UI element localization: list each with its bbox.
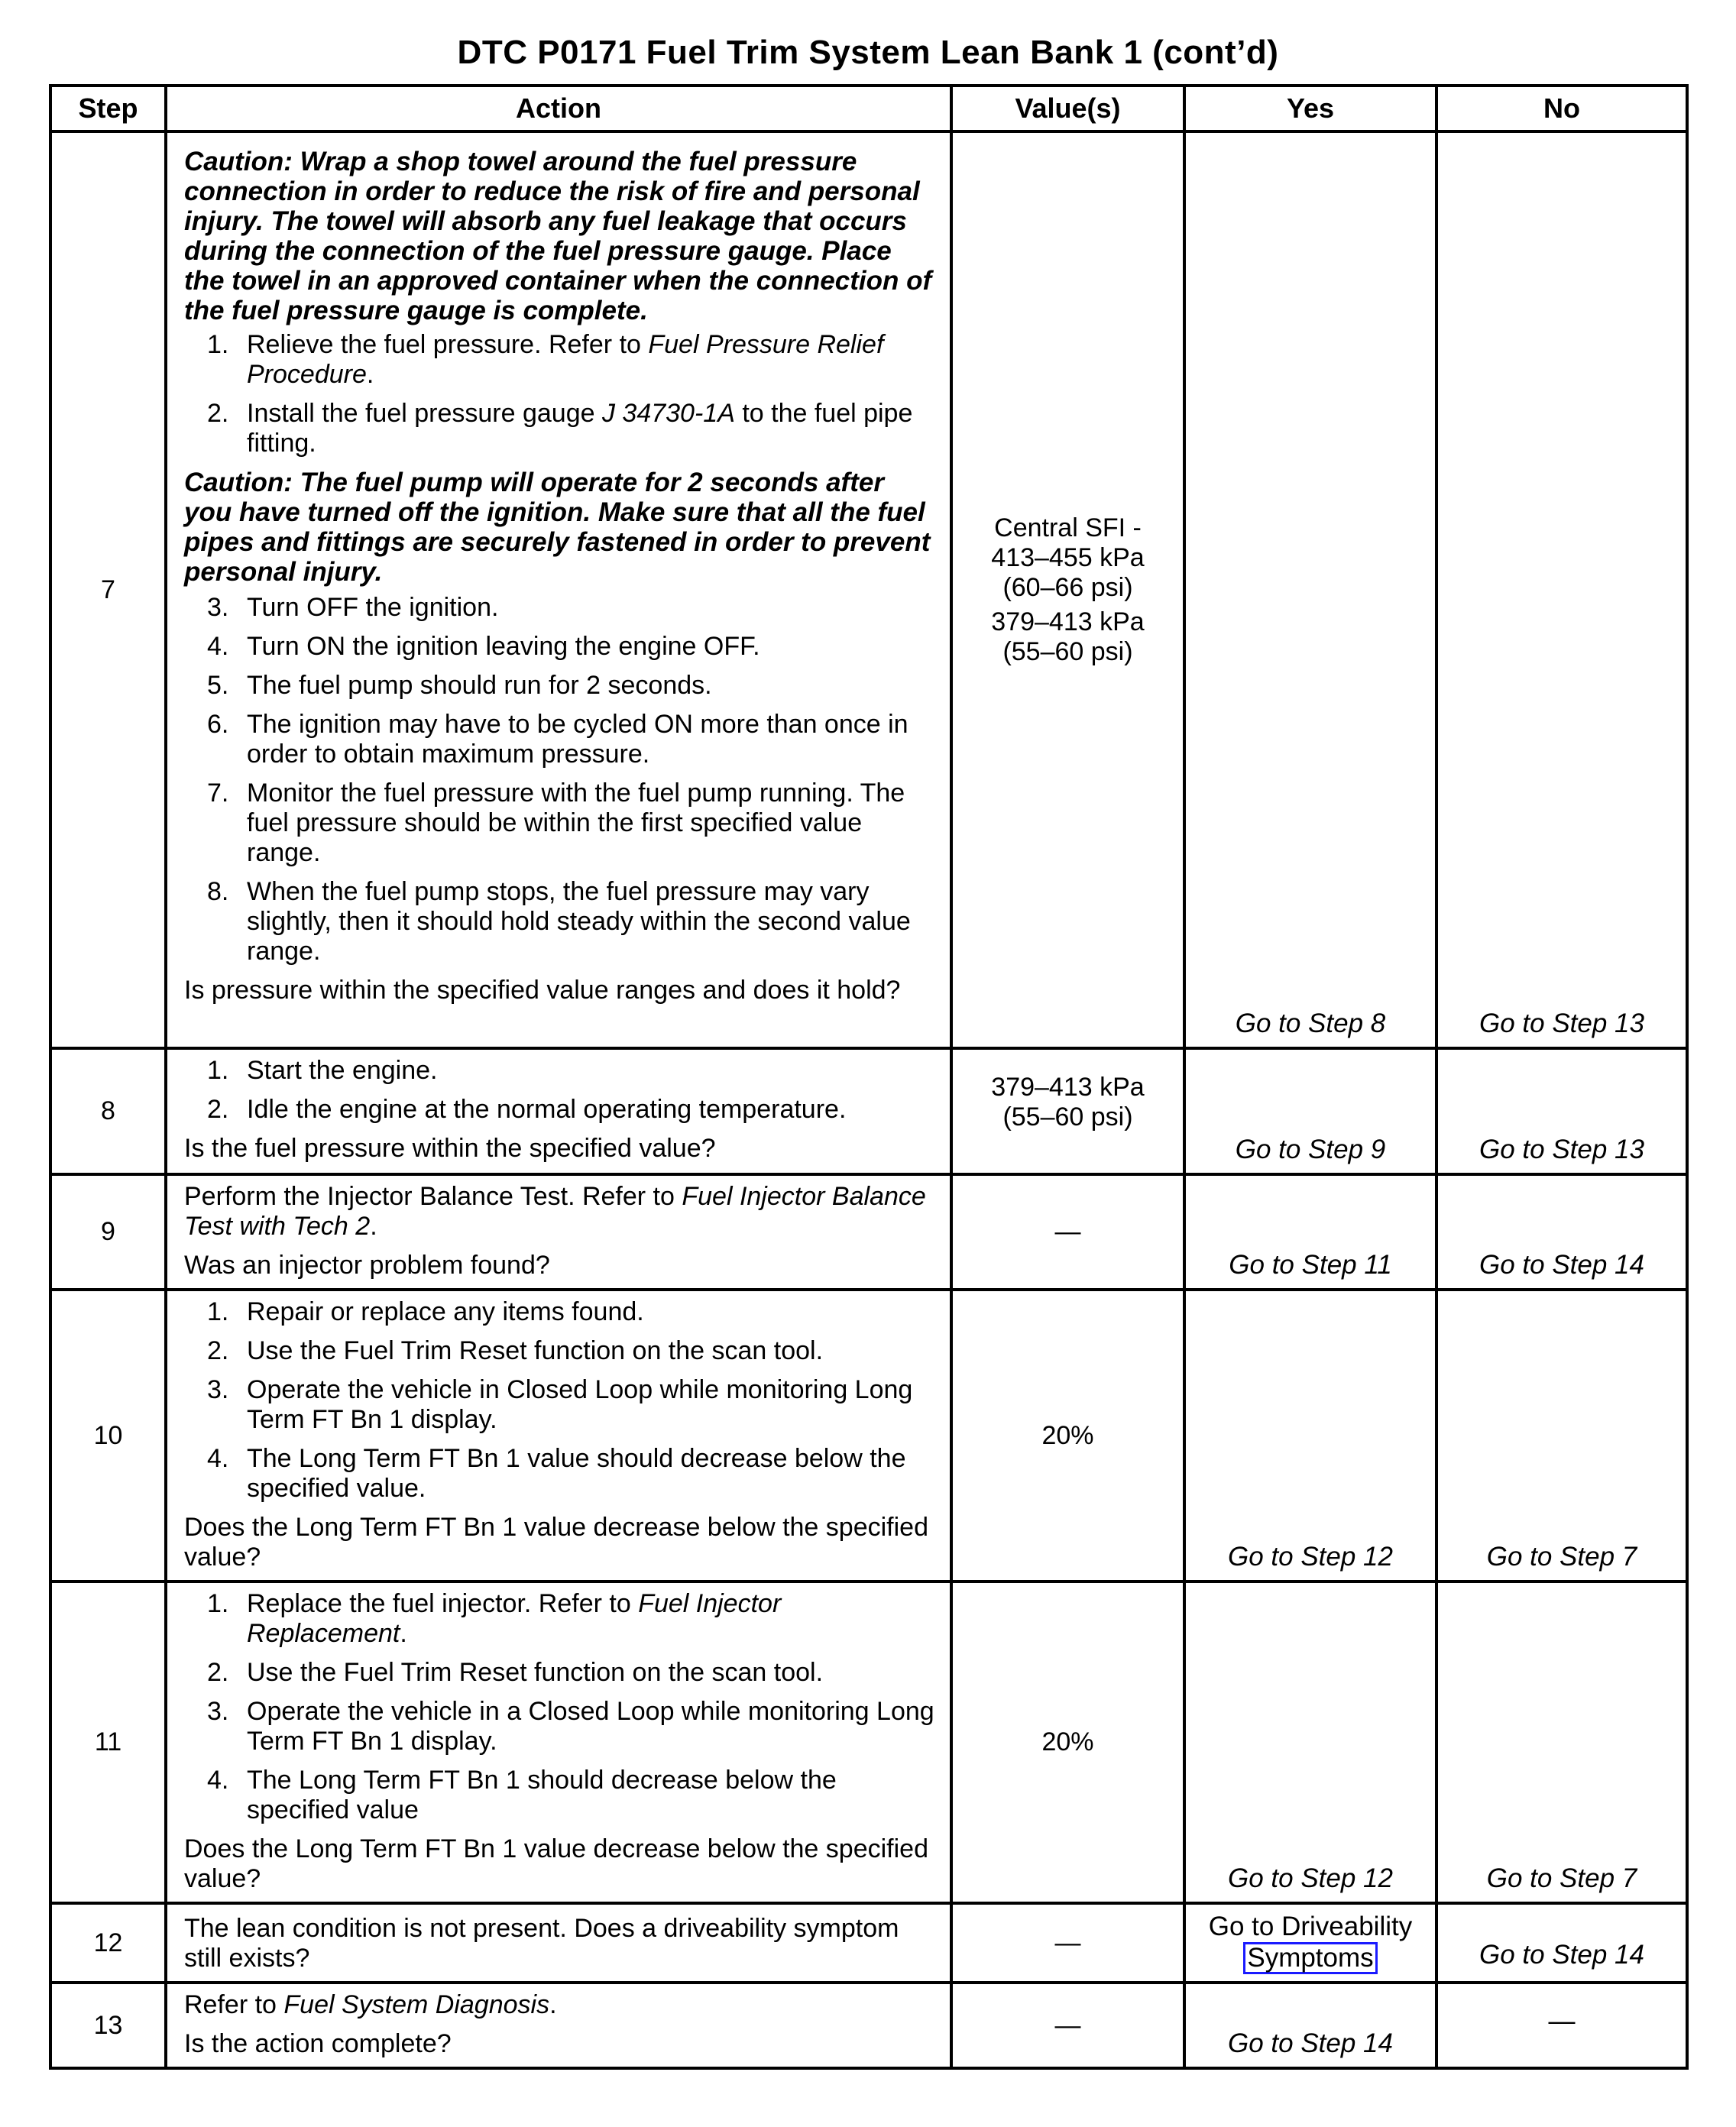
step-number: 11 — [50, 1581, 166, 1903]
step-number: 7 — [50, 131, 166, 1048]
list-number: 8. — [207, 877, 229, 906]
list-item — [184, 1056, 934, 1086]
table-row-step-8 — [50, 1048, 1687, 1174]
yes-goto-step-11[interactable]: Go to Step 11 — [1184, 1174, 1436, 1290]
table-header-row — [50, 86, 1687, 131]
list-text: The Long Term FT Bn 1 should decrease below the specified value — [247, 1766, 837, 1824]
no-goto-step-7[interactable]: Go to Step 7 — [1436, 1581, 1687, 1903]
question-text: Does the Long Term FT Bn 1 value decrease below the specified value? — [184, 1834, 928, 1893]
value-line: (55–60 psi) — [1002, 636, 1133, 666]
question-text: Is the fuel pressure within the specified value? — [184, 1134, 716, 1163]
caution-text: Caution: Wrap a shop towel around the fuel pressure connection in order to reduce the risk of fire and personal injury. The towel will absorb any fuel leakage that occurs during the connection of the fuel pressure gauge. Place the towel in an approved container when the connection of the fuel pressure gauge is complete. — [184, 147, 932, 325]
column-header-no: No — [1436, 86, 1687, 131]
driveability-symptoms-link[interactable]: Symptoms — [1243, 1942, 1377, 1974]
list-number: 4. — [207, 632, 229, 661]
list-item — [184, 1658, 934, 1688]
table-row-step-10 — [50, 1290, 1687, 1581]
table-row-step-12 — [50, 1903, 1687, 1983]
list-item — [184, 1444, 934, 1504]
question-text: Was an injector problem found? — [184, 1251, 550, 1280]
tool-reference: J 34730-1A — [601, 399, 735, 428]
no-goto-step-13[interactable]: Go to Step 13 — [1436, 1048, 1687, 1174]
list-item — [184, 710, 934, 769]
list-item — [184, 593, 934, 623]
list-text: Operate the vehicle in a Closed Loop while monitoring Long Term FT Bn 1 display. — [247, 1697, 934, 1756]
question-text: Is the action complete? — [184, 2029, 452, 2058]
list-item — [184, 1336, 934, 1366]
list-number: 4. — [207, 1444, 229, 1473]
column-header-action: Action — [166, 86, 951, 131]
value-cell-empty: — — [951, 1903, 1184, 1983]
value-line: Central SFI - — [994, 513, 1142, 542]
list-item — [184, 330, 934, 390]
value-line: 379–413 kPa — [991, 607, 1145, 636]
list-text-end: to the fuel pipe fitting. — [247, 399, 913, 458]
list-text: The fuel pump should run for 2 seconds. — [247, 671, 712, 700]
value-cell — [951, 131, 1184, 1048]
list-number: 1. — [207, 1589, 229, 1618]
column-header-values: Value(s) — [951, 86, 1184, 131]
no-goto-step-7[interactable]: Go to Step 7 — [1436, 1290, 1687, 1581]
action-cell — [166, 1581, 951, 1903]
step-list — [184, 1056, 934, 1125]
list-item — [184, 1589, 934, 1649]
action-text: The lean condition is not present. Does a driveability symptom still exists? — [184, 1914, 899, 1973]
action-text — [184, 1990, 934, 2020]
value-cell: 20% — [951, 1581, 1184, 1903]
table-row-step-11 — [50, 1581, 1687, 1903]
no-goto-step-14[interactable]: Go to Step 14 — [1436, 1903, 1687, 1983]
text: Refer to — [184, 1990, 284, 2019]
list-text: The Long Term FT Bn 1 value should decrease below the specified value. — [247, 1444, 906, 1503]
list-number: 1. — [207, 1297, 229, 1326]
action-cell — [166, 1048, 951, 1174]
table-row-step-9 — [50, 1174, 1687, 1290]
table-row-step-7 — [50, 131, 1687, 1048]
step-number: 9 — [50, 1174, 166, 1290]
yes-goto-step-8[interactable]: Go to Step 8 — [1184, 131, 1436, 1048]
yes-goto-step-9[interactable]: Go to Step 9 — [1184, 1048, 1436, 1174]
value-cell-empty: — — [951, 1983, 1184, 2068]
step-list — [184, 1589, 934, 1825]
yes-text: Go to Driveability — [1208, 1912, 1413, 1941]
reference-link[interactable]: Fuel Pressure Relief Procedure — [247, 330, 884, 389]
value-line: (55–60 psi) — [1002, 1102, 1133, 1131]
step-number: 13 — [50, 1983, 166, 2068]
list-number: 3. — [207, 1375, 229, 1404]
yes-goto-step-12[interactable]: Go to Step 12 — [1184, 1290, 1436, 1581]
list-number: 2. — [207, 399, 229, 428]
action-cell — [166, 1174, 951, 1290]
list-text: Operate the vehicle in Closed Loop while monitoring Long Term FT Bn 1 display. — [247, 1375, 913, 1434]
list-number: 2. — [207, 1095, 229, 1124]
list-text: Install the fuel pressure gauge — [247, 399, 602, 428]
text: Perform the Injector Balance Test. Refer to — [184, 1182, 682, 1211]
value-line: 413–455 kPa — [991, 542, 1145, 572]
list-item — [184, 632, 934, 662]
question-text: Is pressure within the specified value ranges and does it hold? — [184, 976, 901, 1005]
text-end: . — [370, 1212, 377, 1241]
value-cell-empty: — — [951, 1174, 1184, 1290]
list-item — [184, 1375, 934, 1435]
list-number: 4. — [207, 1766, 229, 1795]
list-number: 3. — [207, 1697, 229, 1726]
no-cell-empty: — — [1436, 1983, 1687, 2068]
list-item — [184, 1766, 934, 1825]
no-goto-step-14[interactable]: Go to Step 14 — [1436, 1174, 1687, 1290]
list-text: The ignition may have to be cycled ON more than once in order to obtain maximum pressure. — [247, 710, 908, 769]
list-text: Turn OFF the ignition. — [247, 593, 499, 622]
list-number: 2. — [207, 1336, 229, 1365]
list-text: Turn ON the ignition leaving the engine OFF. — [247, 632, 760, 661]
step-number: 8 — [50, 1048, 166, 1174]
list-text: Use the Fuel Trim Reset function on the scan tool. — [247, 1658, 824, 1687]
yes-cell — [1184, 1903, 1436, 1983]
list-text: Idle the engine at the normal operating temperature. — [247, 1095, 847, 1124]
reference-link[interactable]: Fuel System Diagnosis — [283, 1990, 550, 2019]
value-range-1 — [953, 513, 1183, 603]
list-number: 3. — [207, 593, 229, 622]
list-number: 5. — [207, 671, 229, 700]
list-number: 1. — [207, 1056, 229, 1085]
action-cell — [166, 131, 951, 1048]
step-number: 10 — [50, 1290, 166, 1581]
column-header-yes: Yes — [1184, 86, 1436, 131]
yes-goto-step-14[interactable]: Go to Step 14 — [1184, 1983, 1436, 2068]
list-item — [184, 877, 934, 966]
list-item — [184, 399, 934, 458]
list-number: 2. — [207, 1658, 229, 1687]
value-cell: 20% — [951, 1290, 1184, 1581]
question-text: Does the Long Term FT Bn 1 value decrease below the specified value? — [184, 1513, 928, 1572]
action-text — [184, 1182, 934, 1242]
value-cell — [951, 1048, 1184, 1174]
list-text: Use the Fuel Trim Reset function on the scan tool. — [247, 1336, 824, 1365]
step-number: 12 — [50, 1903, 166, 1983]
list-text: Start the engine. — [247, 1056, 438, 1085]
step-list — [184, 593, 934, 966]
step-list — [184, 330, 934, 458]
yes-goto-step-12[interactable]: Go to Step 12 — [1184, 1581, 1436, 1903]
step-list — [184, 1297, 934, 1504]
list-item — [184, 671, 934, 701]
diagnostic-table — [49, 84, 1689, 2070]
action-cell — [166, 1903, 951, 1983]
text-end: . — [549, 1990, 557, 2019]
value-range-2 — [953, 607, 1183, 667]
column-header-step: Step — [50, 86, 166, 131]
list-number: 1. — [207, 330, 229, 359]
list-text: Relieve the fuel pressure. Refer to — [247, 330, 649, 359]
value-line: (60–66 psi) — [1002, 572, 1133, 602]
list-text-end: . — [400, 1619, 407, 1648]
list-text: When the fuel pump stops, the fuel pressure may vary slightly, then it should hold steady within the second value range. — [247, 877, 911, 966]
action-cell — [166, 1290, 951, 1581]
caution-text: Caution: The fuel pump will operate for 2 seconds after you have turned off the ignition. Make sure that all the fuel pipes and fittings are securely fastened in order to prevent personal injury. — [184, 468, 931, 587]
list-number: 7. — [207, 779, 229, 808]
no-goto-step-13[interactable]: Go to Step 13 — [1436, 131, 1687, 1048]
table-row-step-13 — [50, 1983, 1687, 2068]
value-line: 379–413 kPa — [991, 1073, 1145, 1102]
page-title: DTC P0171 Fuel Trim System Lean Bank 1 (cont’d) — [457, 34, 1279, 71]
list-text: Replace the fuel injector. Refer to — [247, 1589, 639, 1618]
list-text: Repair or replace any items found. — [247, 1297, 644, 1326]
list-item — [184, 1697, 934, 1756]
list-item — [184, 1095, 934, 1125]
reference-link[interactable]: Fuel Injector Replacement — [247, 1589, 782, 1648]
list-number: 6. — [207, 710, 229, 739]
list-item — [184, 779, 934, 868]
list-text-end: . — [366, 360, 374, 389]
reference-link[interactable]: Fuel Injector Balance Test with Tech 2 — [184, 1182, 926, 1241]
list-item — [184, 1297, 934, 1327]
action-cell — [166, 1983, 951, 2068]
list-text: Monitor the fuel pressure with the fuel pump running. The fuel pressure should be within the first specified value range. — [247, 779, 905, 867]
